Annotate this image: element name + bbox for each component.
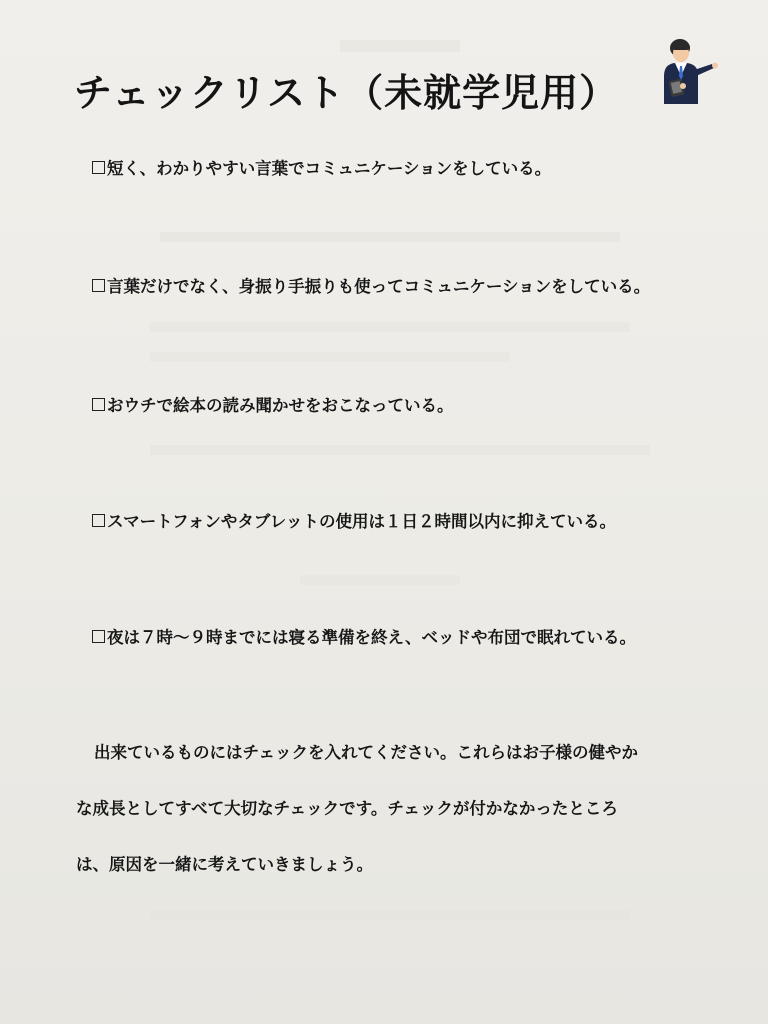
checkbox[interactable] <box>92 161 105 174</box>
checklist-item-text: 言葉だけでなく、身振り手振りも使ってコミュニケーションをしている。 <box>107 277 651 296</box>
bleed-through-block <box>150 322 630 332</box>
bleed-through-block <box>340 40 460 52</box>
bleed-through-block <box>150 910 630 920</box>
checklist-item <box>92 624 636 648</box>
instruction-line: は、原因を一緒に考えていきましょう。 <box>76 855 373 874</box>
checkbox[interactable] <box>92 514 105 527</box>
checklist-item <box>92 273 650 297</box>
checkbox[interactable] <box>92 630 105 643</box>
checklist-item-text: スマートフォンやタブレットの使用は１日２時間以内に抑えている。 <box>107 512 617 531</box>
bleed-through-block <box>150 445 650 455</box>
checklist-item <box>92 508 616 532</box>
bleed-through-block <box>300 575 460 585</box>
page-title: チェックリスト（未就学児用） <box>74 71 619 115</box>
checklist-item <box>92 392 454 416</box>
checklist-item-text: 夜は７時〜９時までには寝る準備を終え、ベッドや布団で眠れている。 <box>107 628 636 647</box>
checklist-item-text: おウチで絵本の読み聞かせをおこなっている。 <box>107 396 454 415</box>
checkbox[interactable] <box>92 279 105 292</box>
checkbox[interactable] <box>92 398 105 411</box>
instruction-line: な成長としてすべて大切なチェックです。チェックが付かなかったところ <box>76 799 618 818</box>
bleed-through-block <box>150 352 510 362</box>
instruction-line: 出来ているものにはチェックを入れてください。これらはお子様の健やか <box>94 743 639 762</box>
presenter-pointing-icon <box>656 36 720 106</box>
instruction-paragraph <box>76 733 726 901</box>
checklist-item <box>92 155 551 179</box>
checklist-item-text: 短く、わかりやすい言葉でコミュニケーションをしている。 <box>107 159 552 178</box>
bleed-through-block <box>160 232 620 242</box>
